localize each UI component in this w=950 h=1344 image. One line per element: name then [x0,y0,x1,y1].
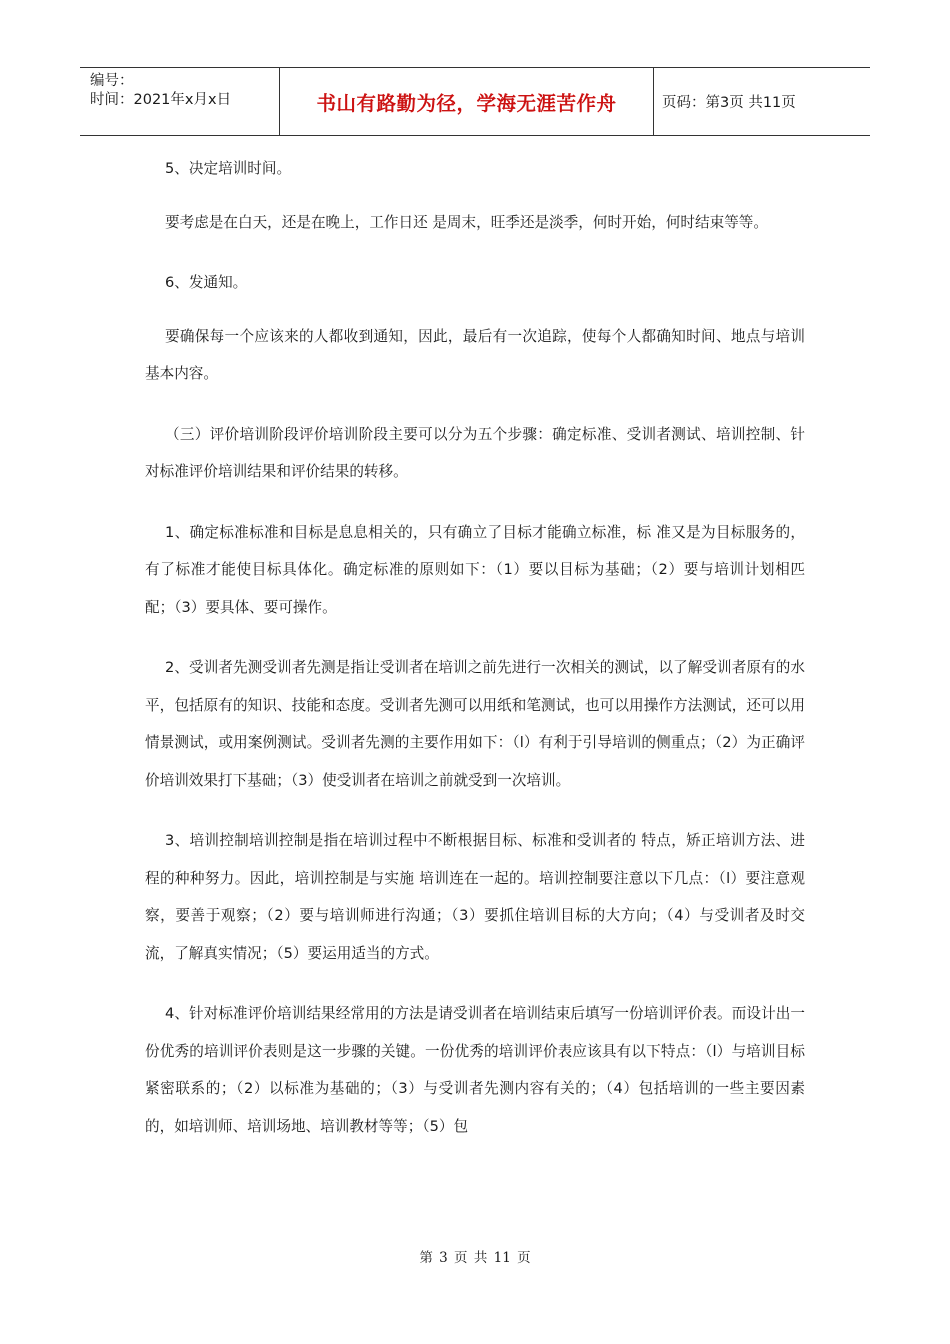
page-footer: 第 3 页 共 11 页 [419,1250,531,1266]
header-motto: 书山有路勤为径，学海无涯苦作舟 [280,68,654,135]
paragraph: 6、发通知。 [165,274,248,291]
paragraph: （三）评价培训阶段评价培训阶段主要可以分为五个步骤：确定标准、受训者测试、培训控制、针对标准评价培训结果和评价结果的转移。 [145,425,805,480]
paragraph: 要考虑是在白天，还是在晚上，工作日还 是周末，旺季还是淡季，何时开始，何时结束等等。 [165,213,768,231]
paragraph: 要确保每一个应该来的人都收到通知，因此，最后有一次追踪，使每个人都确知时间、地点与培训基本内容。 [145,327,805,382]
paragraph: 1、确定标准标准和目标是息息相关的，只有确立了目标才能确立标准，标 准又是为目标服务的，有了标准才能使目标具体化。确定标准的原则如下：（1）要以目标为基础；（2）要与培训计划相匹配；（3）要具体、要可操作。 [145,523,805,616]
document-time-label: 时间：2021年x月x日 [90,92,232,108]
paragraph: 5、决定培训时间。 [165,160,292,177]
header-page-info: 页码：第3页 共11页 [662,95,796,111]
page-header [80,67,870,136]
paragraph: 2、受训者先测受训者先测是指让受训者在培训之前先进行一次相关的测试，以了解受训者原有的水平，包括原有的知识、技能和态度。受训者先测可以用纸和笔测试，也可以用操作方法测试，还可以用情景测试，或用案例测试。受训者先测的主要作用如下：（l）有利于引导培训的侧重点；（2）为正确评价培训效果打下基础；（3）使受训者在培训之前就受到一次培训。 [145,659,805,789]
document-body [145,150,805,1168]
paragraph: 4、针对标准评价培训结果经常用的方法是请受训者在培训结束后填写一份培训评价表。而设计出一份优秀的培训评价表则是这一步骤的关键。一份优秀的培训评价表应该具有以下特点：（l）与培训目标紧密联系的；（2）以标准为基础的；（3）与受训者先测内容有关的；（4）包括培训的一些主要因素的，如培训师、培训场地、培训教材等等；（5）包 [145,1005,805,1135]
paragraph: 3、培训控制培训控制是指在培训过程中不断根据目标、标准和受训者的 特点，矫正培训方法、进程的种种努力。因此，培训控制是与实施 培训连在一起的。培训控制要注意以下几点：（l）要注意观察，要善于观察；（2）要与培训师进行沟通；（3）要抓住培训目标的大方向；（4）与受训者及时交流，了解真实情况；（5）要运用适当的方式。 [145,832,805,962]
document-number-label: 编号： [90,73,134,89]
header-meta [80,68,280,135]
